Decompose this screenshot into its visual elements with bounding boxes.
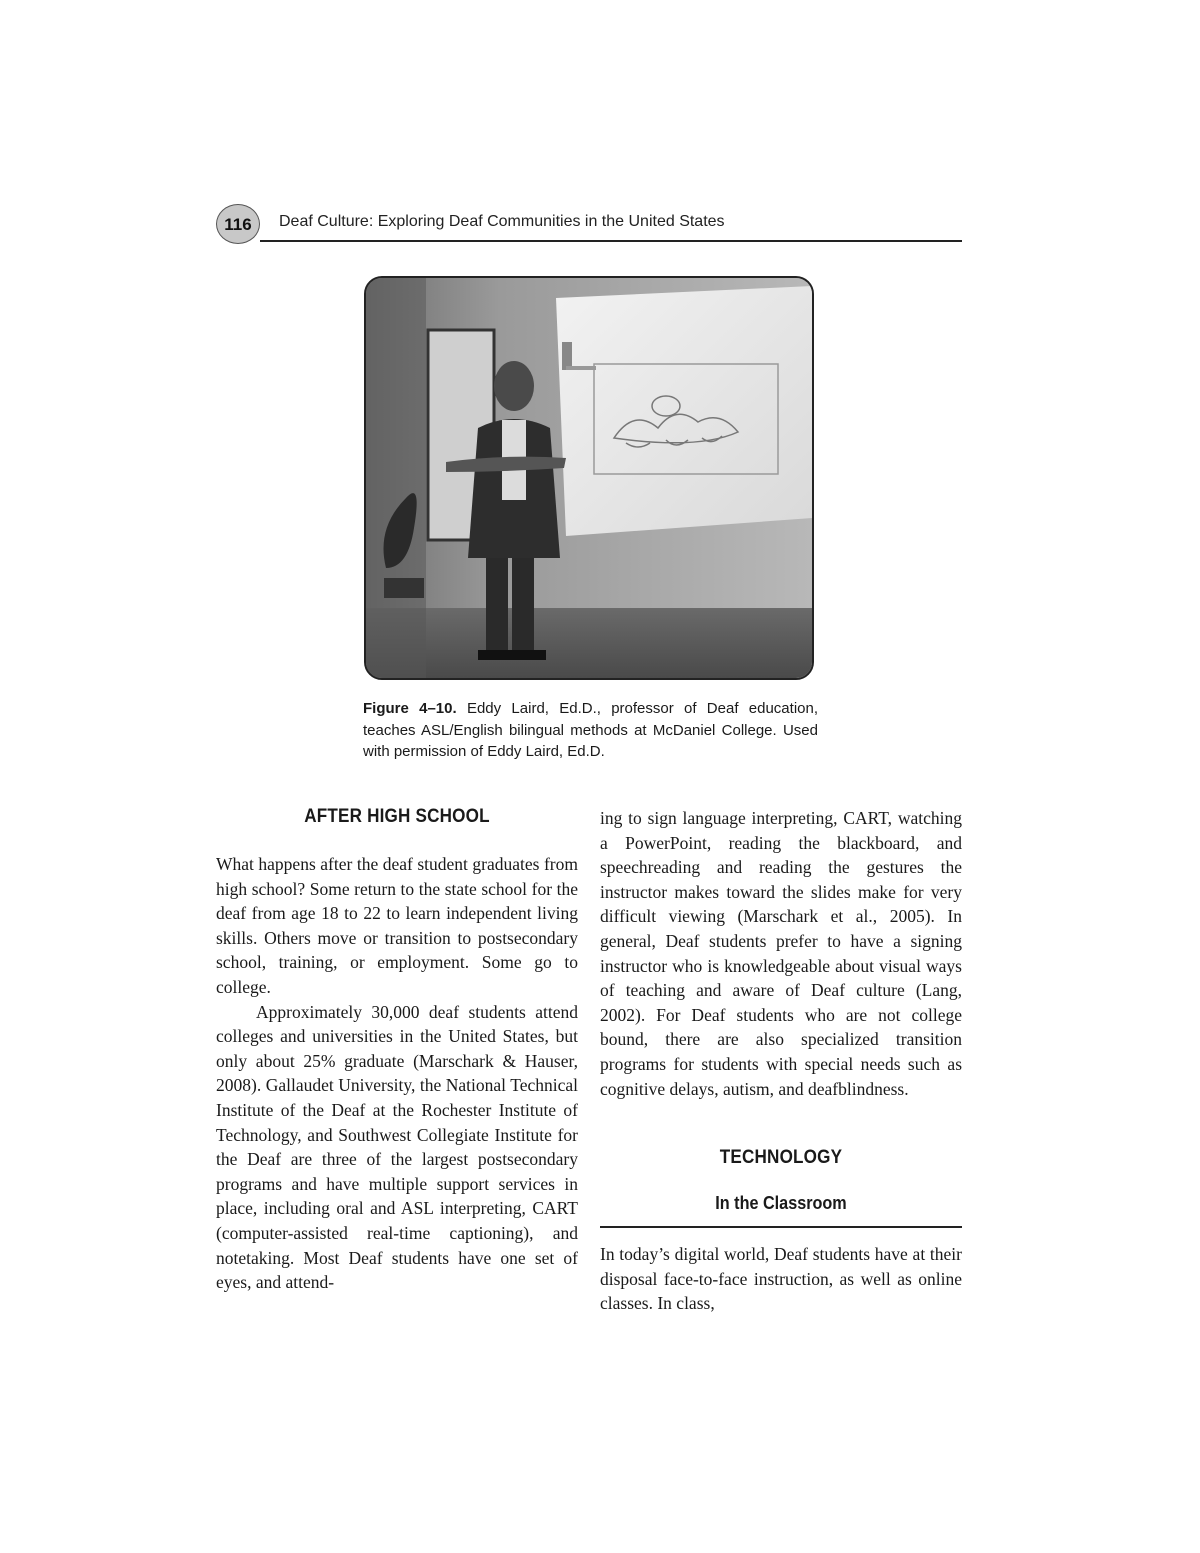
subheading-in-the-classroom: In the Classroom [715, 1193, 847, 1214]
left-column [216, 806, 578, 1295]
figure-photo [364, 276, 814, 680]
paragraph-technology: In today’s digital world, Deaf students have at their disposal face-to-face instruction, as well as online classes. In class, [600, 1244, 962, 1314]
running-title: Deaf Culture: Exploring Deaf Communities in the United States [279, 213, 725, 230]
section-heading-technology: TECHNOLOGY [719, 1147, 843, 1169]
figure-label: Figure 4–10. [363, 700, 457, 717]
figure-caption [363, 698, 818, 763]
classroom-photo [366, 278, 812, 678]
figure-caption-text: Eddy Laird, Ed.D., professor of Deaf education, teaches ASL/English bilingual methods at McDaniel College. Used with permission of Eddy Laird, Ed.D. [363, 700, 818, 760]
page-number: 116 [216, 204, 260, 244]
paragraph-after-high-school-2: Approximately 30,000 deaf students attend colleges and universities in the United States, but only about 25% graduate (Marschark & Hauser, 2008). Gallaudet University, the National Technical Institute of the Deaf at the Rochester Institute of Technology, and Southwest Collegiate Institute for the Deaf are three of the largest postsecondary programs and have multiple support services in place, including oral and ASL interpreting, CART (computer-assisted real-time captioning), and notetaking. Most Deaf students have one set of eyes, and attend- [216, 1001, 578, 1293]
paragraph-continued: ing to sign language interpreting, CART, watching a PowerPoint, reading the blackboard, and speechreading and reading the gestures the instructor makes toward the slides make for very difficult viewing (Marschark et al., 2005). In general, Deaf students prefer to have a signing instructor who is knowledgeable about visual ways of teaching and aware of Deaf culture (Lang, 2002). For Deaf students who are not college bound, there are also specialized transition programs for students with special needs such as cognitive delays, autism, and deafblindness. [600, 808, 962, 1099]
section-heading-after-high-school: AFTER HIGH SCHOOL [304, 806, 490, 827]
subheading-rule [600, 1226, 962, 1228]
right-column [600, 806, 962, 1316]
paragraph-after-high-school-1: What happens after the deaf student graduates from high school? Some return to the state school for the deaf from age 18 to 22 to learn independent living skills. Others move or transition to postsecondary school, training, or employment. Some go to college. [216, 854, 578, 997]
running-header [216, 204, 962, 244]
header-rule [260, 240, 962, 242]
